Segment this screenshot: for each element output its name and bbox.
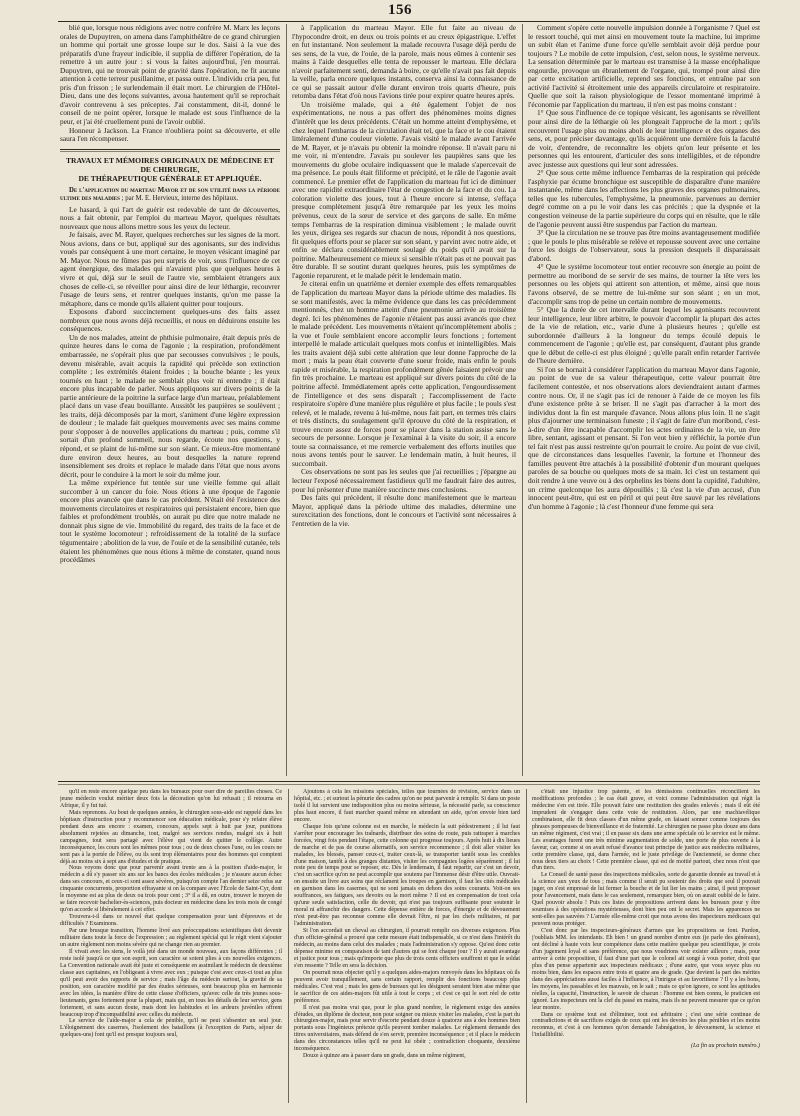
- bottom-right-column: [532, 789, 760, 1103]
- article-title-main: De l'application du marteau Mayor et de son utilité dans la période ultime des maladies: [60, 186, 280, 202]
- section-subtitle: DE THÉRAPEUTIQUE GÉNÉRALE ET APPLIQUÉE.: [78, 173, 262, 183]
- body-paragraph: Un troisième malade, qui a été également l'objet de nos expérimentations, ne nous a pas offert des phénomènes moins dignes d'intérêt que les deux précédents. C'était un homme atteint d'emphysème, et chez lequel l'embarras de la circulation était tel, que la face et le cou étaient littéralement d'une couleur violette. J'avais visité le malade avant l'arrivée de M. Rayer, et je n'avais pu obtenir la moindre réponse. Il n'avait paru ni me voir, ni m'entendre. J'avais pu soulever les paupières sans que les mouvements du globe oculaire indiquassent que le malade s'apercevait de ma présence. Le pouls était filiforme et précipité, et le râle de l'agonie avait commencé. Le premier effet de l'application du marteau fut ici de diminuer avec une rapidité extraordinaire l'état de congestion de la face et du cou. La coloration violette des joues, tout à l'heure encore si intense, s'effaça presque complètement jusqu'à être remarquée par les yeux les moins prévenus, ceux de la sœur de service et des garçons de salle. En même temps l'embarras de la respiration diminua visiblement ; le malade ouvrit les yeux, dirigea ses regards sur chacun de nous, répondit à nos questions, fit quelques efforts pour se placer sur son séant, y parvint avec notre aide, et enfin se déclara considérablement soulagé du poids qu'il avait sur la poitrine. Malheureusement ce mieux si sensible n'était pas et ne pouvait pas être durable. Il se soutint durant quelques heures, puis les symptômes de l'agonie reparurent, et le malade périt le lendemain matin.: [292, 99, 516, 280]
- top-left-column: [60, 24, 280, 776]
- column-rule: [288, 789, 289, 1103]
- feuilleton-paragraph: Il n'est pas moins vrai que, pour le plus grand nombre, le règlement exige des années d'études, un diplôme de docteur, non pour soigner ou mieux visiter les malades, c'est la part du chirurgien-major, mais pour servir d'escorte pendant douze à quatorze ans à des hommes bien portants sous l'ingénieux prétexte qu'ils peuvent tomber malades. Le règlement demande des titres universitaires, mais défend de s'en servir, première inconséquence ; et il place le médecin dans des circonstances telles qu'il ne peut lui obéir ; contradiction choquante, deuxième inconséquence.: [294, 1004, 520, 1053]
- feuilleton-paragraph: Douze à quinze ans à passer dans un grade, dans un même régiment,: [303, 1053, 466, 1060]
- feuilleton-paragraph: C'est donc par les inspecteurs-généraux d'armes que les propositions se font. Pardon, j'oubliais MM. les intendants. Eh bien ! un grand nombre d'entre eux (je parle des généraux), ont décliné à haute voix leur compétence dans cette matière quelque peu scientifique, je crois d'un jugement loyal et sans préférence, que nous voudrions voir exister ailleurs ; mais, pour arriver à cette proposition, il faut d'une part que le colonel ait songé à vous porter, droit que plus d'un pense appartenir aux inspecteurs médicaux ; d'une autre, que vous soyez plus ou moins bien, dans les espaces entre trois et quatre ans de grade. Que devient la part des mérites dans des appréciations aussi faciles à l'influence, à l'intrigue et au favoritisme ? Il y a les bons, les moyens, les passables et les mauvais, on le sait ; mais ce qu'on ignore, ce sont les aptitudes réelles, la capacité, l'instruction, le savoir de chacun : l'homme est bien connu, le praticien est ignoré. Les inspecteurs ont la clef du passé en mains, mais ils ne peuvent mesurer que ce qu'on leur montre.: [532, 928, 760, 1011]
- page-number: 156: [388, 2, 412, 18]
- body-paragraph: 1° Que sous l'influence de ce topique vésicant, les agonisants se réveillent pour ainsi dire de la léthargie où les plongeait l'approche de la mort ; qu'ils recouvrent l'usage plus ou moins aboli de leur intelligence et des organes des sens, et, pour préciser davantage, qu'ils acquièrent une dernière fois la faculté de voir, d'entendre, de reconnaître les objets qu'on leur présente et les personnes qui les entourent, d'articuler des sons intelligibles, et de répondre avec justesse aux questions qui leur sont adressées.: [528, 108, 760, 169]
- body-paragraph: Le hasard, à qui l'art de guérir est redevable de tant de découvertes, nous a fait obtenir, par l'emploi du marteau Mayor, quelques résultats nouveaux que nous allons mettre sous les yeux du lecteur.: [60, 204, 280, 231]
- column-rule: [522, 24, 523, 776]
- feuilleton-paragraph: Trouvera-t-il dans ce nouvel état quelque compensation pour tant d'épreuves et de difficultés ? Examinons.: [60, 914, 282, 928]
- top-middle-column: [292, 24, 516, 776]
- body-paragraph: Je faisais, avec M. Rayer, quelques recherches sur les signes de la mort. Nous avions, dans ce but, appliqué sur des agonisants, sur des individus voués par conséquent à une mort certaine, le moyen vésicant imaginé par M. Mayor. Nous ne fûmes pas peu surpris de voir, sous l'influence de cet agent énergique, des malades qui n'avaient plus que quelques heures à vivre et qui, déjà sur le seuil de l'autre vie, semblaient étrangers aux choses de celle-ci, se réveiller pour ainsi dire de leur léthargie, recouvrer l'usage de leurs sens, et rentrer quelques instants, qu'on me passe la métaphore, dans ce monde qu'ils allaient quitter pour toujours.: [60, 230, 280, 308]
- feuilleton-rule: [58, 781, 760, 782]
- feuilleton-paragraph: Chaque fois qu'une colonne est en marche, le médecin la suit pédestrement ; il lui faut s'arrêter pour encourager les traînards, distribuer des soins de route, puis rattraper à marches forcées, vingt fois pendant l'étape, cette colonne qui progresse toujours. Après huit à dix lieues de marche et de pas de course alternatifs, son service recommence ; il doit aller visiter les malades, les blessés, panser ceux-ci, traiter ceux-là, se transporter tantôt sous les combles d'une maison, tantôt à des granges distantes, visiter les compagnies logées séparément ; il lui reste peu de temps pour se reposer, etc. Dès le lendemain, il faut repartir, car c'est un devoir, c'est un sacrifice qu'on ne peut accomplir que soutenu par l'immense désir d'être utile. Ouvrait-on ensuite un livre aux soins que réclament les troupes en garnison, il faut les cités médicales en garnison dans les casernes, qui ne sont jamais en dehors des soins courants. Voit-on ses souffrances, ses fatigues, ses devoirs ou la mort même ? Il est en compensation de tout cela qu'une seule satisfaction, celle du devoir, qui n'est pas toujours suffisante pour soutenir le moral ni affranchir des dangers. Cette dépense entière de forces, d'énergie et de dévouement n'est peut-être pas reconnue comme elle devrait l'être, ni par les chefs militaires, ni par l'administration.: [294, 823, 520, 928]
- feuilleton-paragraph: c'était une injustice trop patente, et les démissions continuelles réconcilient les modifications profondes ; le cas était grave, et voici comme l'administration qui régit la médecine s'en est tirée. Elle pouvait faire une restitution des grades enlevés ; mais il eût été imprudent de s'engager dans cette voie de restitution. Alors, par une machiavélique combinaison, elle fit deux classes d'un même grade, en faisant sonner comme toujours des phrases pompeuses de bienveillance et de fraternité. Le chirurgien ne passe plus douze ans dans un même régiment, c'est vrai ; il en passe six dans une arme spéciale où le service est le même. Les avantages furent une très minime augmentation de solde, une porte de plus ouverte à la faveur, car, comme si on avait refusé d'avance tout principe de justice aux médecins militaires, cette première classe, qui, dans l'armée, est le juste privilège de l'ancienneté, se donne chez nous deux tiers au choix ! Cette première classe, qui est de moitié partout, chez nous n'est que d'un tiers.: [532, 789, 760, 872]
- feuilleton-paragraph: On pourrait nous objecter qu'il y a quelques aides-majors renvoyés dans les hôpitaux où ils peuvent avoir tranquillement, sans certain rapport, remplir des fonctions beaucoup plus médicales. C'est vrai ; mais les gens de bureaux qui les désignent seraient bien aise même que le sacrifice de ces aides-majors fût utile à tout le corps ; et c'est ce qui le sort réel de cette préférence.: [294, 969, 520, 1004]
- feuilleton-paragraph: Il vivait avec les siens, le voilà jeté dans un monde nouveau, aux façons différentes ; il reste isolé jusqu'à ce que son esprit, son caractère se soient plies à ces nouvelles exigences. La Convention nationale avait été juste et conséquente en assimilant le médecin de deuxième classe aux capitaines, en l'obligeant à vivre avec eux ; puisque c'est avec ceux-ci tout au plus qu'il peut avoir des rapports de service ; mais l'âge du médecin surtout, la gravité de sa position, son caractère modifié par des études sérieuses, sont beaucoup plus en harmonie avec les idées, la manière d'être de cette classe d'officiers, qu'avec celle de très jeunes sous-lieutenants, gens fortement pour la plupart, mais qui, en tous les détails de leur service, gens fortement, et sans aucun doute, mais dont les habitudes et les ardeurs juvéniles offrent beaucoup trop d'incompatibilité avec celles du médecin.: [60, 948, 282, 1018]
- intro-paragraph: Honneur à Jackson. La France n'oubliera point sa découverte, et elle saura l'en récompenser.: [60, 125, 280, 144]
- column-rule: [286, 24, 287, 776]
- bottom-left-column: [60, 789, 282, 1103]
- body-paragraph: Comment s'opère cette nouvelle impulsion donnée à l'organisme ? Quel est le ressort touché, qui met ainsi en mouvement toute la machine, lui imprime un subit élan et l'anime d'une force qu'elle semblait avoir déjà perdue pour toujours ? Le mobile de cette impulsion, c'est, selon nous, le système nerveux. La sensation déterminée par le marteau est transmise à la masse encéphalique engourdie, provoque un ébranlement de l'organe, qui, trompé pour ainsi dire par cette excitation artificielle, reprend ses fonctions, et entraîne par son activité l'activité si étroitement unie des appareils circulatoire et respiratoire. Quelle que soit la raison physiologique de l'essor momentané imprimé à l'économie par l'application du marteau, il n'en est pas moins constant :: [528, 24, 760, 109]
- body-paragraph: Des faits qui précèdent, il résulte donc manifestement que le marteau Mayor, appliqué dans la période ultime des maladies, détermine une surexcitation des fonctions, dont le concours et l'activité sont nécessaires à l'entretien de la vie.: [292, 493, 516, 528]
- feuilleton-paragraph: qu'il en reste encore quelque peu dans les bureaux pour oser dire de pareilles choses. Ce jeune médecin voulut mériter deux fois la décoration qu'on lui refusait ; il retourna en Afrique, il y fut tué.: [60, 789, 282, 809]
- feuilleton-paragraph: Si l'on accordait un cheval au chirurgien, il pourrait remplir ces diverses exigences. Plus d'un officier-général a prouvé que cette mesure était indispensable, si ce n'est dans l'intérêt du médecin, au moins dans celui des malades ; mais l'administration s'y oppose. Qu'est donc cette dépense minime en comparaison de tant d'autres qui se font chaque jour ? Il y aurait avantage et justice pour tous ; mais qu'importe que plus de trois cents officiers souffrent et que le soldat s'en ressente ? Telle en sera la décision.: [294, 928, 520, 969]
- body-paragraph: 3° Que la circulation ne se trouve pas être moins avantageusement modifiée ; que le pouls le plus misérable se relève et repousse souvent avec une certaine force les doigts de l'observateur, sous la pression desquels il disparaissait d'abord.: [528, 228, 760, 263]
- feuilleton-paragraph: Le Conseil de santé passe des inspections médicales, sorte de garantie donnée au travail et à la science aux yeux de tous ; mais comme il serait pu soutenir des droits que seul il pouvait juger, on s'est empressé de lui fermer la bouche et de lui lier les mains ; ainsi, il peut proposer pour l'avancement, mais dans le cas seulement, remarquez bien, où on aurait oublié de le faire. Quel pouvoir absolu ! Puis ces listes de propositions arrivent dans les bureaux pour y être soumises à des opérations mystérieuses, dont bien peu ont le secret. Mais les apparences ne sont-elles pas sauvées ? L'armée elle-même croit que nous avons des inspecteurs médicaux qui peuvent nous protéger.: [532, 872, 760, 928]
- body-paragraph: Ces observations ne sont pas les seules que j'ai recueillies ; j'épargne au lecteur l'exposé nécessairement fastidieux qu'il me faudrait faire des autres, pour lui présenter d'une manière succincte mes conclusions.: [292, 467, 516, 494]
- feuilleton-paragraph: Mais reprenons. Au bout de quelques années, le chirurgien sous-aide est rappelé dans les hôpitaux d'instruction pour y recommencer son éducation médicale, pour s'y refaire élève pendant deux ans encore : examen, concours, appels sept à huit par jour, punitions absolument rejetées au dimanche, tout, malgré ses services rendus, malgré six à huit campagnes, tout sera partagé avec l'élève qui vient de quitter le collège. Autre inconséquence, les cours sont les mêmes pour tous ; ou de deux choses l'une, ou les cours ne sont pas à la portée de l'élève, ou ils sont trop élémentaires pour des hommes qui comptent déjà au moins six à sept ans d'études et de pratique.: [60, 809, 282, 865]
- feuilleton-paragraph: Le service de l'aide-major a cela de pénible, qu'il ne peut s'absenter un seul jour. L'éloignement des casernes, l'isolement des bataillons (à l'exception de Paris, séjour de quelques-uns) font qu'il est presque toujours seul,: [60, 1018, 282, 1039]
- section-rule: [60, 151, 280, 152]
- feuilleton-paragraph: Nous voyons donc que pour parvenir avant trente ans à la position d'aide-major, le médecin a dû s'y passer six ans sur les bancs des écoles médicales ; je n'assure aucun échec dans ses concours, et ceux-ci sont assez sévères, puisqu'on compte l'an dernier seize refus sur cinquante concurrents, proportion effrayante si on la compare avec l'École de Saint-Cyr, dont le moyenne est au plus de deux ou trois pour cent ; 3° il a dû, en outre, trouver le moyen de se faire recevoir bachelier-ès-sciences, puis docteur en médecine dans les trois mois de congé qu'on accorde si libéralement à cet effet.: [60, 865, 282, 914]
- body-paragraph: Je citerai enfin un quatrième et dernier exemple des effets remarquables de l'application du marteau Mayor dans la période ultime des maladies. Ils se sont manifestés, avec la même évidence que dans les cas précédemment mentionnés, chez un homme atteint d'une pneumonie arrivée au troisième degré. Ici les phénomènes de l'agonie n'étaient pas aussi avancés que chez le malade précédent. Les mouvements n'étaient qu'incomplètement abolis ; la vue et l'ouïe semblaient encore accomplir leurs fonctions ; fortement interpellé le malade articulait quelques mots confus et inintelligibles. Mais les traits avaient déjà subi cette altération que leur donne l'approche de la mort ; mais la peau était couverte d'une sueur froide, mais enfin le pouls rapide et misérable, la respiration profondément gênée faisaient prévoir une fin très prochaine. Le marteau est appliqué sur divers points du côté de la poitrine affecté. Immédiatement après cette application, l'engourdissement de l'intelligence et des sens disparaît ; l'accomplissement de l'acte respiratoire s'opère d'une manière plus régulière et plus facile ; le pouls s'est relevé, et le malade, revenu à lui-même, nous fait part, en termes très clairs et très distincts, du soulagement qu'il éprouve du côté de la respiration, et trouve encore assez de forces pour se placer dans la station assise sans le secours de personne. Lorsque je l'examinai à la visite du soir, il a encore toute sa connaissance, et me remercie verbalement des efforts inutiles que nous avons tentés pour le sauver. Le lendemain matin, à huit heures, il succombait.: [292, 279, 516, 468]
- continuation-note: (La fin au prochain numéro.): [691, 1043, 760, 1050]
- section-rule: [60, 149, 280, 150]
- body-paragraph: 2° Que sous cette même influence l'embarras de la respiration qui précède l'asphyxie par écume bronchique est susceptible de disparaître d'une manière instantanée, même dans les affections les plus graves des organes pulmonaires, telles que les tubercules, l'emphysème, la pneumonie, parvenues au dernier degré comme on a pu le voir dans les cas précités ; que la dyspnée et la congestion veineuse de la partie supérieure du corps qui en résulte, que le râle de l'agonie peuvent aussi être suspendus par l'action du marteau.: [528, 168, 760, 229]
- article-author: ; par M. E. Hervieux, interne des hôpitaux.: [119, 194, 239, 202]
- body-paragraph: 5° Que la durée de cet intervalle durant lequel les agonisants recouvrent leur intelligence, leur libre arbitre, le pouvoir d'accomplir la plupart des actes de la vie de relation, etc., varie d'une à plusieurs heures ; qu'elle est subordonnée d'ailleurs à la longueur du temps écoulé depuis le commencement de l'agonie ; qu'elle est, par conséquent, d'autant plus grande que le début de celle-ci est plus éloigné ; qu'elle paraît enfin retarder l'arrivée de l'heure dernière.: [528, 305, 760, 366]
- body-paragraph: Exposons d'abord succinctement quelques-uns des faits assez nombreux que nous avons déjà recueillis, et nous en déduirons ensuite les conséquences.: [60, 307, 280, 334]
- section-title: TRAVAUX ET MÉMOIRES ORIGINAUX DE MÉDECINE ET DE CHIRURGIE,: [65, 155, 275, 174]
- header-rule: [58, 21, 760, 22]
- body-paragraph: La même expérience fut tentée sur une vieille femme qui allait succomber à un cancer du foie. Nous étions à une époque de l'agonie encore plus avancée que dans le cas précédent. N'était été l'existence des mouvements circulatoires et respiratoires qui persistaient encore, bien que faibles et profondément troublés, on aurait pu dire que notre malade ne donnait plus signe de vie. Immobilité du regard, des traits de la face et de tout le système locomoteur ; refroidissement de la totalité de la surface tégumentaire ; abolition de la vue, de l'ouïe et de la sensibilité cutanée, tels étaient les phénomènes que nous étions à même de constater, quand nous procédâmes: [60, 478, 280, 565]
- feuilleton-rule: [58, 784, 760, 785]
- feuilleton-paragraph: Ajoutons à cela les missions spéciales, telles que tournées de révision, service dans un hôpital, etc. ; et surtout la pénurie des cadres qu'on ne peut parvenir à remplir. Si dans un poste isolé il lui survient une indisposition plus ou moins sérieuse, la nécessité parle, sa conscience plus haut encore, il faut marcher quand même en attendant un aide, qu'on envoie bien tard encore.: [294, 789, 520, 823]
- intro-paragraph: blié que, lorsque nous rédigions avec notre confrère M. Marx les leçons orales de Dupuytren, on amena dans l'amphithéâtre de ce grand chirurgien un homme qui portait une grosse loupe sur le dos. Saisi à la vue des préparatifs d'une frayeur indicible, il supplia de différer l'opération, de la remettre à un autre jour : si vous la faites aujourd'hui, j'en mourrai. Dupuytren, qui ne trouvait point de gravité dans l'opération, ne fit aucune attention à cette terreur pusillanime, et passa outre. L'individu cria peu, fut pris d'un frisson ; le surlendemain il était mort. Le chirurgien de l'Hôtel-Dieu, dans une des leçons suivantes, avoua hautement qu'il se reprochait d'avoir contrevenu à ses préceptes. J'ai constamment, dit-il, donné le conseil de ne point opérer, lorsque le malade est sous l'influence de la peur, et j'ai été cruellement puni de l'avoir oublié.: [60, 24, 280, 127]
- body-paragraph: Un de nos malades, atteint de phthisie pulmonaire, était depuis près de quinze heures dans le coma de l'agonie ; la respiration, profondément embarrassée, ne s'opérait plus que par secousses convulsives ; le pouls, devenu misérable, avait acquis la rapidité qui précède son extinction complète ; les extrémités étaient froides ; la bouche béante ; les yeux tournés en haut ; le malade ne semblait plus voir ni entendre ; il était encore plus incapable de parler. Nous appliquons sur divers points de la partie antérieure de la poitrine la surface large d'un marteau, préalablement placé dans un vase d'eau bouillante. Aussitôt les paupières se soulèvent ; les traits, déjà décomposés par la mort, s'animent d'une légère expression de douleur ; le malade fait quelques mouvements avec ses mains comme pour s'opposer à de nouvelles applications du marteau ; puis, comme s'il sortait d'un profond sommeil, nous regarde, écoute nos questions, y répond, et se plaint de lui-même sur son séant. Ce mieux-être momentané dure environ deux heures, au bout desquelles la nature reprend insensiblement ses droits et replace le malade dans l'état que nous avons décrit, pour le conduire à la mort le soir du même jour.: [60, 332, 280, 479]
- column-rule: [526, 789, 527, 1103]
- article-title: [60, 187, 280, 203]
- bottom-middle-column: [294, 789, 520, 1103]
- feuilleton-paragraph: Par une brusque transition, l'homme livré aux préoccupations scientifiques doit devenir militaire dans toute la force de l'expression ; au règlement spécial qui le régit vient s'ajouter un autre règlement non moins sévère qui ne change rien au premier.: [60, 928, 282, 948]
- feuilleton-paragraph: Dans ce système tout est d'éliminer, tout est arbitraire ; c'est une série continue de contradictions et de sacrifices exigés de ceux qui ont les devoirs les plus pénibles et les moins reconnus, et c'est à ces hommes qu'on demande l'abnégation, le dévouement, la science et l'infaillibilité.: [532, 1011, 760, 1039]
- body-paragraph: à l'application du marteau Mayor. Elle fut faite au niveau de l'hypocondre droit, en deux ou trois points et au creux épigastrique. L'effet en fut instantané. Non seulement la malade recouvra l'usage déjà perdu de ses sens, de la vue, de l'ouïe, de la parole, mais nous eûmes à contenir ses mains à l'aide desquelles elle tenta de repousser le marteau. Elle déclara n'avoir parfaitement senti, demanda à boire, ce qu'elle n'avait pas fait depuis la veille, parla encore quelques instants, conserva ainsi la connaissance de ce qui se passait autour d'elle durant environ trois quarts d'heure, puis retomba dans l'état d'où nous l'avions tirée pour expirer quatre heures après.: [292, 24, 516, 101]
- body-paragraph: 4° Que le système locomoteur tout entier recouvre son énergie au point de permettre au moribond de se servir de ses mains, de tourner la tête vers les personnes ou les objets qui attirent son attention, et même, ainsi que nous l'avons observé, de se mettre de lui-même sur son séant ; en un mot, d'accomplir sans trop de peine un certain nombre de mouvements.: [528, 262, 760, 306]
- body-paragraph: Si l'on se bornait à considérer l'application du marteau Mayor dans l'agonie, au point de vue de sa valeur thérapeutique, cette valeur pourrait être facilement contestée, et nos observations alors deviendraient autant d'armes contre nous. Or, il ne s'agit pas ici de renouer à l'aide de ce moyen les fils d'une existence prête à se briser. Il ne s'agit pas d'arracher à la mort des individus dont la fin est marquée d'avance. Nous allons plus loin. Il ne s'agit plus d'ajourner une terminaison funeste ; il s'agit de faire d'un moribond, c'est-à-dire d'un être incapable d'accomplir les actes ordinaires de la vie, un être libre, sentant, agissant et pensant. Si l'on veut bien y réfléchir, la portée d'un tel fait n'est pas aussi restreinte qu'on pourrait le croire. Au point de vue civil, que de circonstances dans lesquelles l'avenir, la fortune et l'honneur des familles peuvent être attachés à la possibilité d'obtenir d'un mourant quelques paroles de sa bouche ou quelques mots de sa main. Ici c'est un testament qui doit rendre à une veuve ou à des orphelins les biens dont la cupidité, l'adultère, un crime quelconque les aura dépouillés ; là c'est la vie d'un accusé, d'un innocent peut-être, qui est en péril et qui peut être sauvé par les révélations d'un homme à l'agonie ; là c'est l'honneur d'une femme qui sera: [528, 364, 760, 511]
- top-right-column: [528, 24, 760, 776]
